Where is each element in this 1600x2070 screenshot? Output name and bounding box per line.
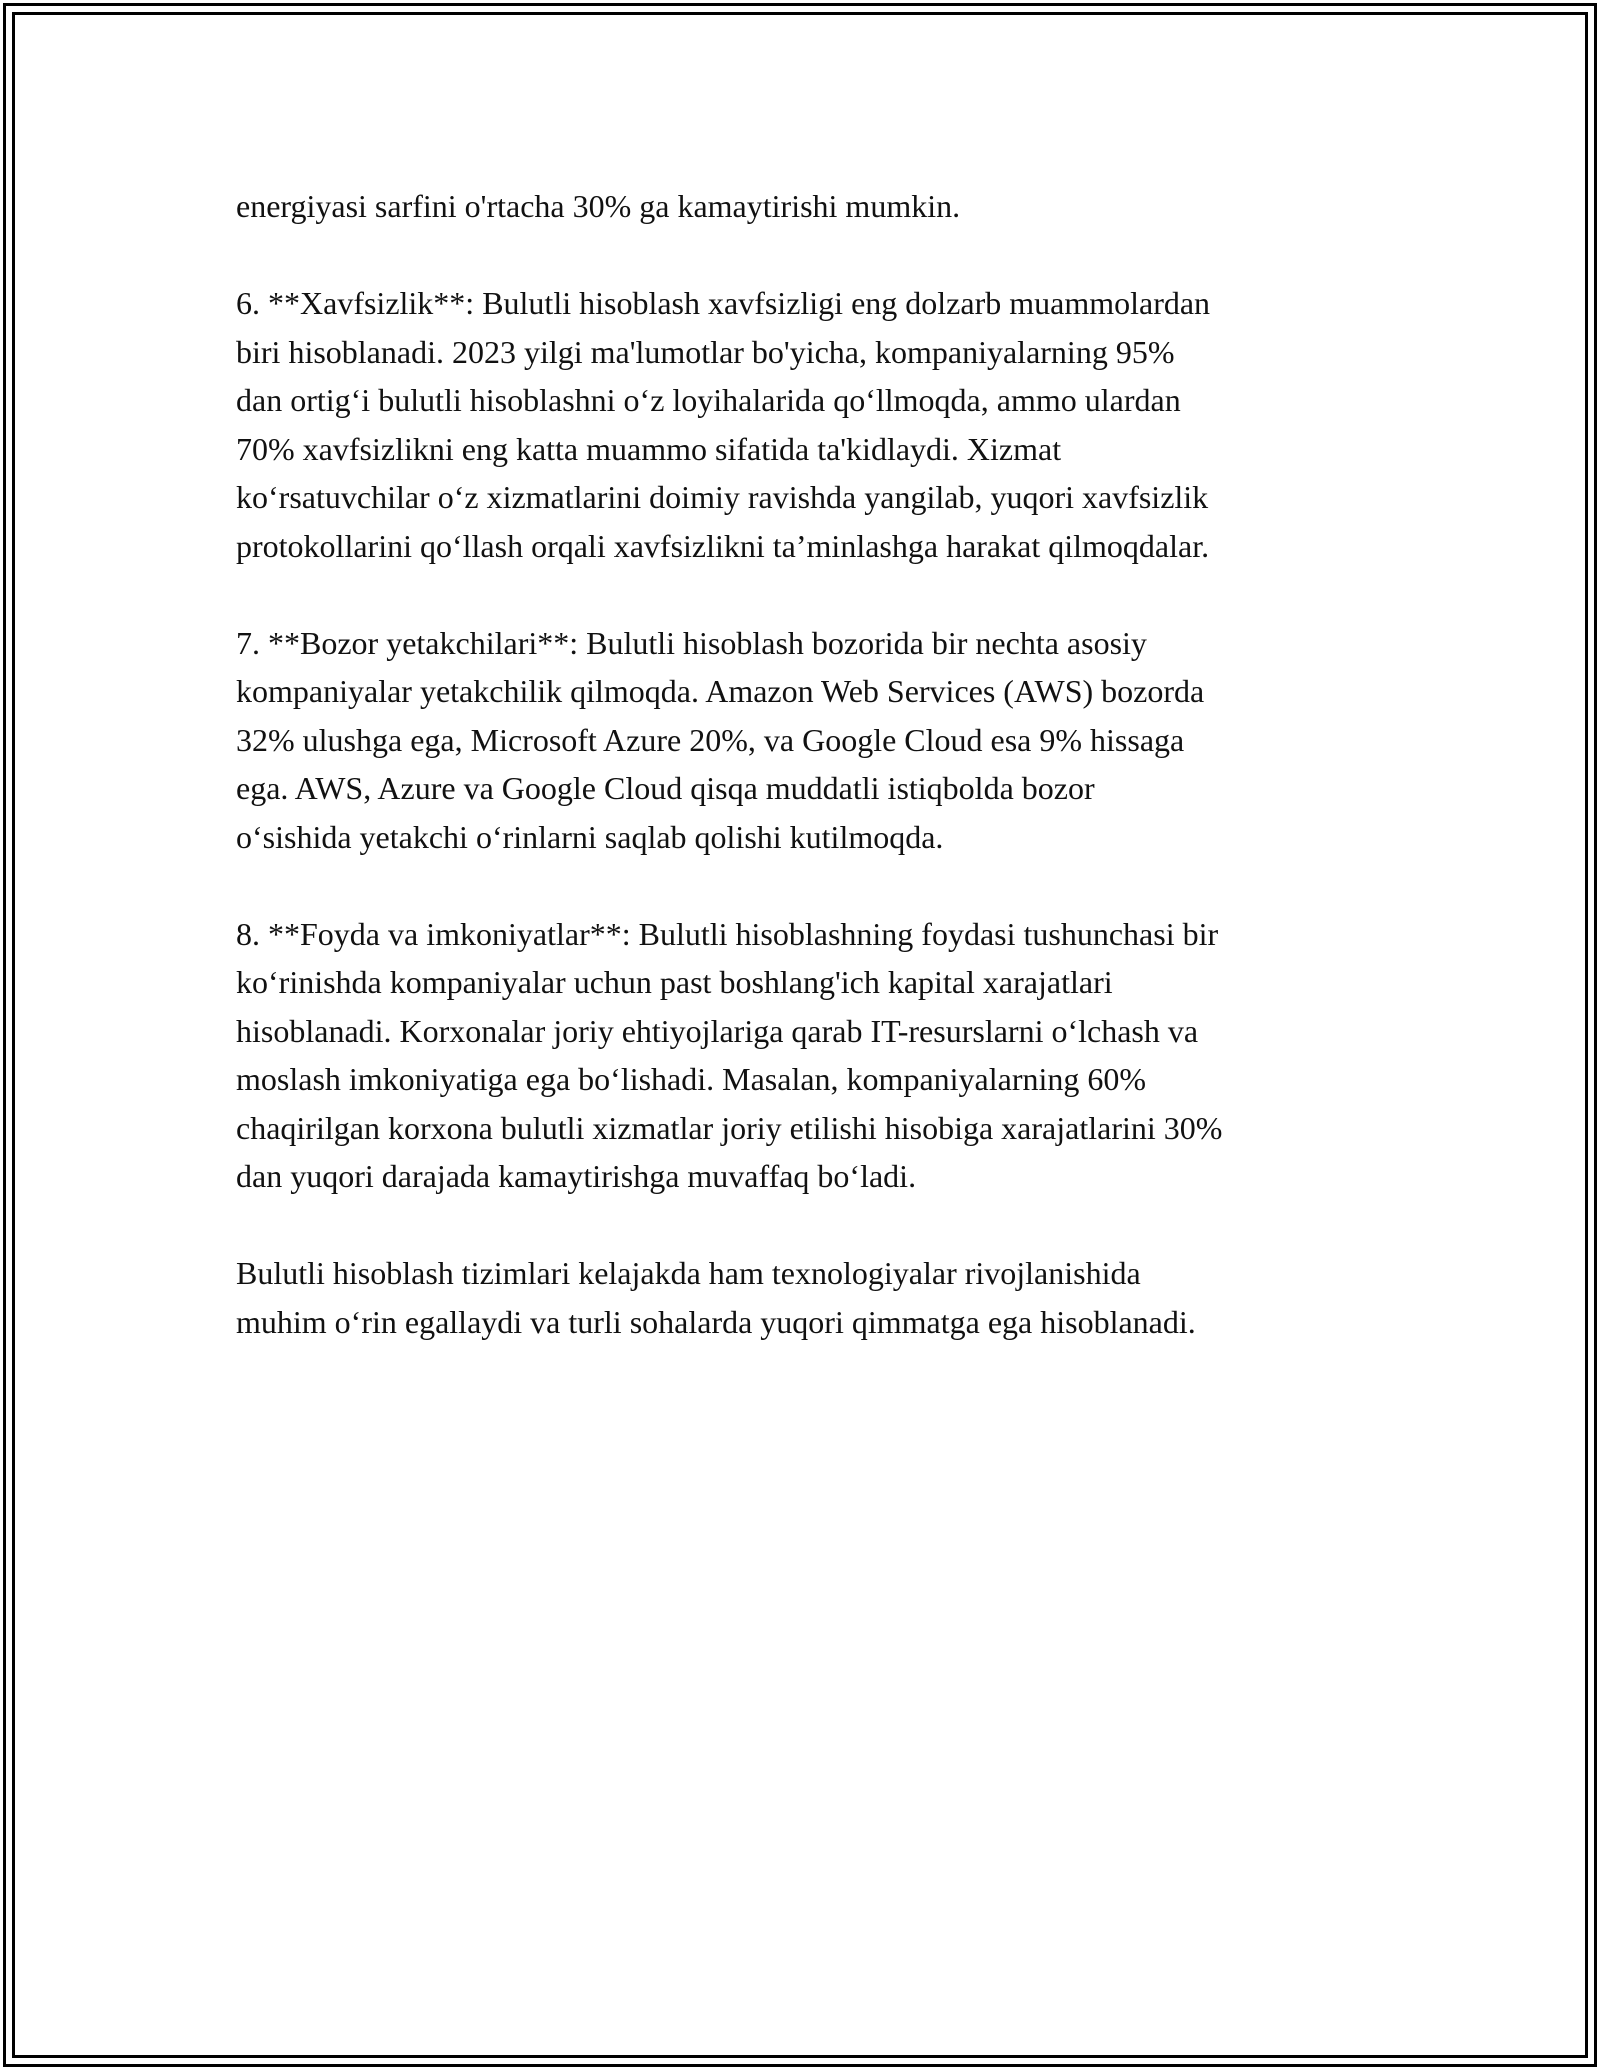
document-body	[236, 182, 1376, 1395]
paragraph-market-leaders: 7. **Bozor yetakchilari**: Bulutli hisoblash bozorida bir nechta asosiy kompaniyalar yetakchilik qilmoqda. Amazon Web Services (AWS) bozorda 32% ulushga ega, Microsoft Azure 20%, va Google Cloud esa 9% hissaga ega. AWS, Azure va Google Cloud qisqa muddatli istiqbolda bozor oʻsishida yetakchi oʻrinlarni saqlab qolishi kutilmoqda.	[236, 624, 1205, 855]
paragraph-continuation: energiyasi sarfini o'rtacha 30% ga kamaytirishi mumkin.	[236, 188, 961, 224]
paragraph-benefits: 8. **Foyda va imkoniyatlar**: Bulutli hisoblashning foydasi tushunchasi bir koʻrinishda kompaniyalar uchun past boshlang'ich kapital xarajatlari hisoblanadi. Korxonalar joriy ehtiyojlariga qarab IT-resurslarni oʻlchash va moslash imkoniyatiga ega boʻlishadi. Masalan, kompaniyalarning 60% chaqirilgan korxona bulutli xizmatlar joriy etilishi hisobiga xarajatlarini 30% dan yuqori darajada kamaytirishga muvaffaq boʻladi.	[236, 915, 1223, 1194]
paragraph-security: 6. **Xavfsizlik**: Bulutli hisoblash xavfsizligi eng dolzarb muammolardan biri hisoblanadi. 2023 yilgi ma'lumotlar bo'yicha, kompaniyalarning 95% dan ortigʻi bulutli hisoblashni oʻz loyihalarida qoʻllmoqda, ammo ulardan 70% xavfsizlikni eng katta muammo sifatida ta'kidlaydi. Xizmat koʻrsatuvchilar oʻz xizmatlarini doimiy ravishda yangilab, yuqori xavfsizlik protokollarini qoʻllash orqali xavfsizlikni taʼminlashga harakat qilmoqdalar.	[236, 285, 1211, 564]
paragraph-conclusion: Bulutli hisoblash tizimlari kelajakda ham texnologiyalar rivojlanishida muhim oʻrin egallaydi va turli sohalarda yuqori qimmatga ega hisoblanadi.	[236, 1255, 1196, 1340]
